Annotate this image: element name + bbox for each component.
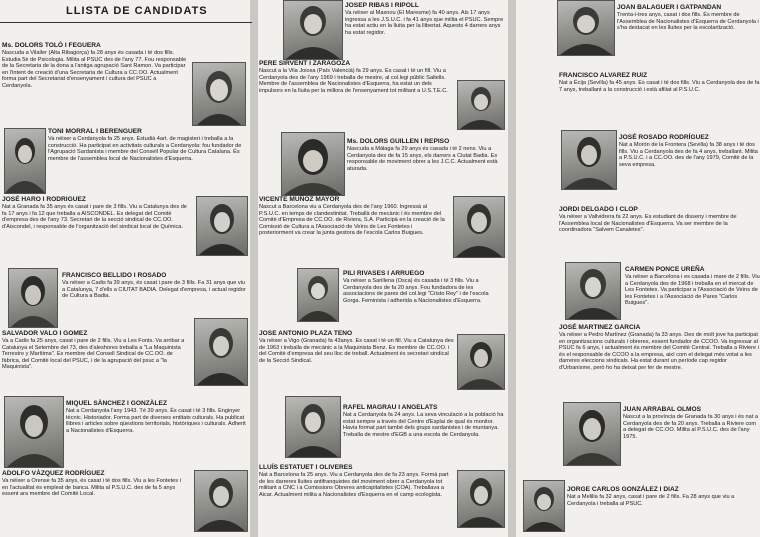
candidate-entry bbox=[259, 330, 455, 364]
candidate-bio: Va néixer a Pedro Martínez (Granada) fa 33 anys. Des de molt jove ha participat en organitzacions culturals i obreres, essent fundador de CCOO. Va ingressar al PSUC fa 6 anys, i actualment és membre del Comitè Central. Treballa a Riviere i és el responsable de CCOO a la empresa, així com el delegat més votat a les darreres eleccions sindicals. Ha estat durant un període cap regidor d'Urbanisme, però ho ha deixat per fer de mestre. bbox=[559, 332, 759, 371]
candidate-bio: Nat a Cerdanyola fa 24 anys. La seva vinculació a la població ha estat sempre a través del Centre d'Esplai de qual és monitor. Havia format part també dels grups sardanistes i de muntanya. Treballa de mestre d'EGB a una escola de Cerdanyola. bbox=[343, 412, 504, 438]
candidate-bio: Va néixer a Orense fa 35 anys, és casat i té dos fills. Viu a les Fontetes i en l'actualitat és empleat de banca. Milita al P.S.U.C. des de fa 5 anys essent ara membre del Comitè Local. bbox=[2, 478, 181, 498]
candidate-portrait bbox=[285, 396, 341, 458]
candidate-portrait bbox=[297, 268, 339, 322]
candidate-portrait bbox=[523, 480, 565, 532]
candidate-portrait bbox=[194, 318, 248, 386]
candidate-bio: Nat a Morón de la Frontera (Sevilla) fa 38 anys i té dos fills. Viu a Cerdanyola des de fa 4 anys, treballant. Milita a P.S.U.C. i a CC.OO. des de l'any 1979, Comitè de la seva empresa. bbox=[619, 142, 758, 168]
candidate-name: ADOLFO VÀZQUEZ RODRÍGUEZ bbox=[2, 470, 105, 477]
candidate-bio: Va néixer a Sarillena (Osca) és casada i té 3 fills. Viu a Cerdanyola des de fa 20 anys. Fou fundadora de les associacions de pares del col.legi "Cristo Rey" i de l'escola Gorga. Feminista i adherida a Nacionalistes d'Esquerra. bbox=[343, 278, 489, 304]
candidate-bio: Va néixer al Masnou (El Maresme) fa 40 anys. Als 17 anys ingressa a les J.S.U.C. i fa 41 anys que milita el PSUC. Sempre ha estat actiu en la lluita per la llibertat. Aquests 4 darrers anys ha estat regidor. bbox=[345, 10, 504, 36]
candidate-entry bbox=[559, 72, 760, 93]
candidate-name: MIQUEL SÀNCHEZ I GONZÀLEZ bbox=[66, 400, 167, 407]
candidate-name: VICENTE MUÑOZ MAYOR bbox=[259, 196, 340, 203]
candidate-entry bbox=[2, 470, 188, 498]
candidate-bio: Va néixer a Cerdanyola fa 25 anys. Estudià 4art. de magisteri i treballa a la construcció. Ha participat en activitats culturals a Cerdanyola: fou fundador de l'Agrupació Sardanista i membre del Consell Popular de Cultura Catalana. És membre de l'assemblea local de Nacionalistes d'Esquerra. bbox=[48, 136, 242, 162]
candidate-entry bbox=[66, 400, 248, 434]
candidate-portrait bbox=[281, 132, 345, 196]
candidate-entry bbox=[259, 196, 447, 237]
candidate-bio: Nat a Granada fa 35 anys és casat i pare de 3 fills. Viu a Catalunya des de fa 17 anys i fa 12 que treballa a AISCONDEL. Es delegat del Comitè d'empresa des de l'any 73. Secretari de la secció sindical de CC.OO. d'Aiscondel, i responsable de l'organització del sindicat local de Química. bbox=[2, 204, 187, 230]
candidate-entry bbox=[2, 196, 192, 230]
candidate-name: JORDI DELGADO I CLOP bbox=[559, 206, 638, 213]
candidate-name: PERE SIRVENT I ZARAGOZA bbox=[259, 60, 351, 67]
candidate-name: JORGE CARLOS GONZÁLEZ I DIAZ bbox=[567, 486, 679, 493]
candidate-bio: Nascuda a Màlaga fa 29 anys és casada i té 2 nens. Viu a Cerdanyola des de fa 15 anys, els darrers a Ciutat Badia. Es responsable de moviment obrer a les J.C.C. Actualment està aturada. bbox=[347, 146, 498, 172]
candidate-bio: Nascut a la província de Granada fa 30 anys i és nat a Cerdanyola des de fa 20 anys. Treballa a Riviere com a delegat de CC.OO. Milita al P.S.U.C. des de l'any 1975. bbox=[623, 414, 758, 440]
candidate-name: FRANCISCO ALVAREZ RUIZ bbox=[559, 72, 648, 79]
candidate-name: Ms. DOLORS GUILLEN I REPISO bbox=[347, 138, 450, 145]
candidate-portrait bbox=[4, 128, 46, 194]
candidate-bio: Nascut a Barcelona viu a Cerdanyola des de l'any 1960. Ingressà al P.S.U.C. en temps de clandestinitat. Treballà de mecànic i és membre del Comitè d'Empresa de CC.OO. de Riviera, S.A. Participà en la creació de la Comissió de Cultura a l'Associació de Veïns de Les Fontetes i posteriorment va crear la junta gestora de l'escola Carlos Buigues. bbox=[259, 204, 445, 237]
candidate-entry bbox=[623, 406, 760, 440]
candidate-name: SALVADOR VALO I GOMEZ bbox=[2, 330, 88, 337]
candidate-portrait bbox=[283, 0, 343, 60]
candidate-portrait bbox=[457, 470, 505, 528]
candidate-entry bbox=[2, 42, 187, 90]
candidate-name: JUAN ARRABAL OLMOS bbox=[623, 406, 702, 413]
candidate-portrait bbox=[457, 334, 505, 390]
candidate-portrait bbox=[565, 262, 621, 320]
candidate-name: PILI RIVASES I ARRUEGO bbox=[343, 270, 425, 277]
candidate-bio: Va néixer a Cadis fa 39 anys, és casat i pare de 3 fills. Fa 31 anys que viu a Catalunya, 7 d'ells a CIUTAT BADIA. Delegat d'empresa, i actual regidor de Cultura a Badia. bbox=[62, 280, 246, 300]
candidate-entry bbox=[259, 464, 455, 498]
candidates-column-1 bbox=[0, 0, 252, 537]
candidate-bio: Nat a Melilla fa 32 anys, casat i pare de 2 fills. Fa 28 anys que viu a Cerdanyola i treballa al PSUC. bbox=[567, 494, 735, 507]
candidate-bio: Nat a Écija (Sevilla) fa 45 anys. Es casat i té dos fills. Viu a Cerdanyola des de fa 7 anys, treballant a la construcció i està afiliat al P.S.U.C. bbox=[559, 80, 760, 93]
candidate-name: TONI MORRAL I BERENGUER bbox=[48, 128, 142, 135]
page-title: LLISTA DE CANDIDATS bbox=[66, 5, 208, 17]
candidate-portrait bbox=[192, 62, 246, 126]
candidate-bio: Va néixer a Barcelona i es casada i mare de 2 fills. Viu a Cerdanyola des de 1968 i treballa en el mercat de Les Fontetes. Va participar a l'Associació de Veïns de les Fontetes i a l'Associació de Pares "Carlos Buigues". bbox=[625, 274, 760, 307]
candidate-portrait bbox=[8, 268, 58, 328]
candidate-name: RAFEL MAGRAU I ANGELATS bbox=[343, 404, 438, 411]
candidates-column-2 bbox=[257, 0, 507, 537]
candidate-entry bbox=[619, 134, 760, 168]
candidate-name: JOSÉ HARO I RODRIGUEZ bbox=[2, 196, 86, 203]
candidate-name: LLUÍS ESTATUET I OLIVERES bbox=[259, 464, 353, 471]
candidate-portrait bbox=[453, 196, 505, 258]
candidate-entry bbox=[48, 128, 248, 162]
candidate-entry bbox=[62, 272, 248, 300]
candidate-portrait bbox=[194, 470, 248, 532]
candidate-name: JOSEP RIBAS I RIPOLL bbox=[345, 2, 419, 9]
page-gutter-right bbox=[508, 0, 516, 537]
candidate-entry bbox=[559, 206, 760, 234]
candidate-bio: Va a Cadis fa 25 anys, casat i pare de 2 fills. Viu a Les Fonts. Va arribar a Catalunya el Setembre del 73, des d'aleshores treballa a "La Maquinista Terrestre y Marítima". Es membre del Consell Sindical de CC.OO. de fàbrica, del Comitè local del PSUC, i de la agrupació del psuc a "la Maquinista". bbox=[2, 338, 185, 371]
candidate-name: FRANCISCO BELLIDO I ROSADO bbox=[62, 272, 167, 279]
candidate-entry bbox=[259, 60, 455, 94]
candidate-entry bbox=[343, 270, 505, 304]
candidate-entry bbox=[2, 330, 188, 371]
candidate-name: JOSÉ ROSADO RODRÍGUEZ bbox=[619, 134, 709, 141]
candidate-bio: Trenta-i-tres anys, casat i dos fills. És membre de l'Assemblea de Nacionalistes d'Esquerra de Cerdanyola i s'ha destacat en les lluites per la escolarització. bbox=[617, 12, 759, 32]
candidate-portrait bbox=[561, 130, 617, 190]
candidate-entry bbox=[347, 138, 505, 172]
candidate-name: JOAN BALAGUER I GATPANDAN bbox=[617, 4, 722, 11]
candidate-bio: Nat a Cerdanyola l'any 1943. Té 39 anys. És casat i té 3 fills. Enginyer tècnic. Historiador. Forma part de diverses entitats culturals. Ha publicat llibres i articles sobre qüestions territorials, històriques i culturals. Adherit a Nacionalistes d'Esquerra. bbox=[66, 408, 246, 434]
candidate-portrait bbox=[196, 196, 248, 256]
candidate-bio: Va néixer a Vigo (Granada) fa 43anys. Es casat i té un fill. Viu a Catalunya des de 1963 i treballa de mecànic a la Maquinista Benz. Es membre de CC.OO. i del Comitè d'empresa del seu lloc de treball. Actualment és secretari sindical de la Secció Sindical. bbox=[259, 338, 454, 364]
candidate-bio: Va néixer a Vallvidrera fa 22 anys. Es estudiant de disseny i membre de l'Assemblea local de Nacionalistes d'Esquerra. Va ser membre de la coordinadora "Salvem Canaletes". bbox=[559, 214, 737, 234]
candidate-bio: Nascuda a Vilaller (Alta Ribagorça) fa 28 anys és casada i té dos fills. Estudia 5è de Psicologia. Milita al PSUC des de l'any 77. Fou responsable de la Secretaria de la dona a l'antiga agrupació Sant Ramon. Va participar en l'intent de creació d'una Secretaria de Cultura a CC.OO. Actualment forma part del Secretariat d'ensenyament i cultura del PSUC a Cerdanyola. bbox=[2, 50, 187, 89]
candidate-bio: Nat a Barcelona fa 25 anys. Viu a Cerdanyola des de fa 23 anys. Formà part de les darreres lluites antifranquistes del moviment obrer a Cerdanyola tot militant a CNC i a Comissions Obreres anticapitalistes (COA). Treballava a Aicar. Actualment milita a Nacionalistes d'Esquerra en el camp ecologista. bbox=[259, 472, 449, 498]
candidate-entry bbox=[559, 324, 760, 372]
candidate-entry bbox=[343, 404, 505, 438]
candidate-entry bbox=[567, 486, 760, 507]
candidate-portrait bbox=[4, 396, 64, 468]
candidate-portrait bbox=[563, 402, 621, 466]
candidate-bio: Nascut a la Vila Joiosa (País Valencià) fa 29 anys. Es casat i té un fill. Viu a Cerdanyola des de l'any 1969 i treballa de mestre, al col.legi públic Saltells. Membre de l'assemblea de Nacionalistes d'Esquerra, ha estat un dels impulsors en la lluita per la millora de l'ensenyament tot militant a U.S.T.E.C. bbox=[259, 68, 448, 94]
candidate-portrait bbox=[557, 0, 615, 56]
title-divider bbox=[0, 22, 252, 23]
candidate-name: Ms. DOLORS TOLÓ I FEGUERA bbox=[2, 42, 101, 49]
candidates-column-3 bbox=[517, 0, 760, 537]
candidate-portrait bbox=[457, 80, 505, 130]
candidate-entry bbox=[617, 4, 760, 32]
candidate-entry bbox=[625, 266, 760, 307]
candidate-name: JOSÉ MARTINEZ GARCIA bbox=[559, 324, 641, 331]
candidate-name: JOSE ANTONIO PLAZA TENO bbox=[259, 330, 353, 337]
candidate-name: CARMEN PONCE UREÑA bbox=[625, 266, 705, 273]
candidate-entry bbox=[345, 2, 505, 36]
